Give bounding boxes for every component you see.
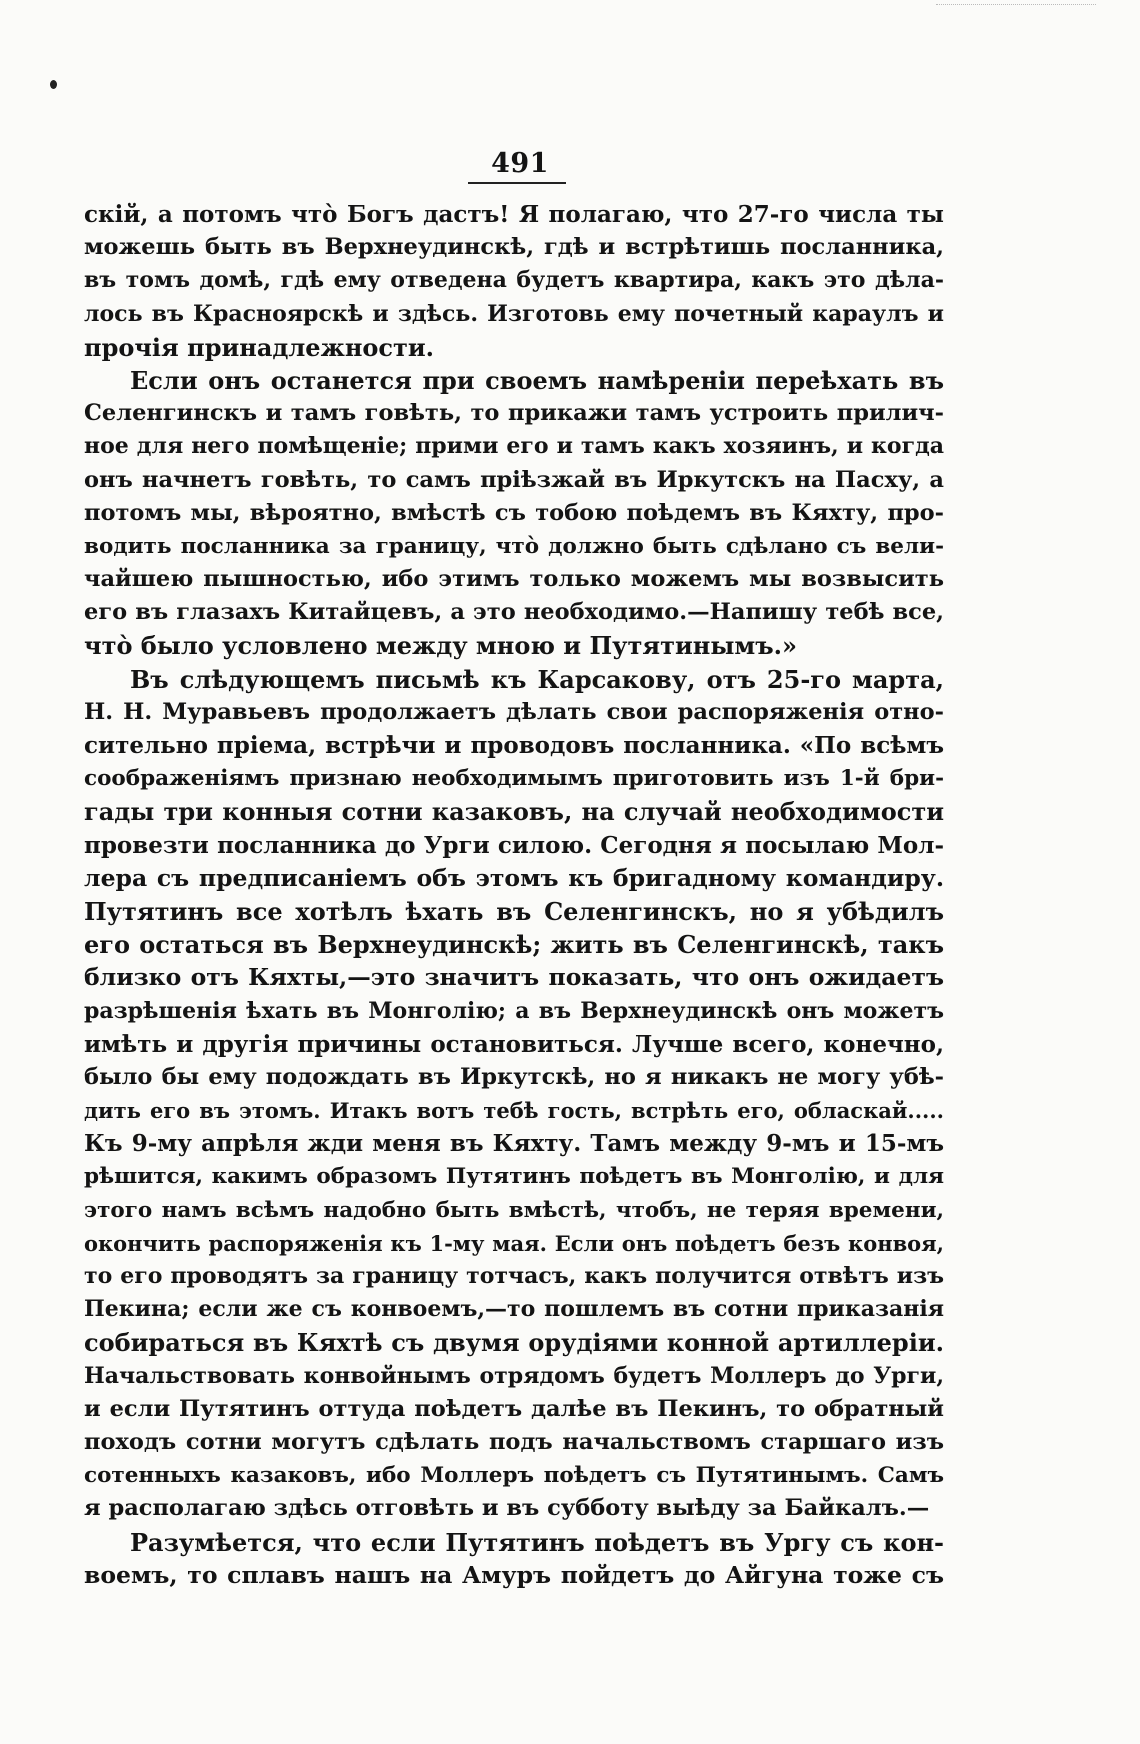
text-line: этого намъ всѣмъ надобно быть вмѣстѣ, чтобъ, не теряя времени, (84, 1197, 944, 1223)
text-line: было бы ему подождать въ Иркутскѣ, но я никакъ не могу убѣ- (84, 1063, 944, 1090)
text-line: сительно пріема, встрѣчи и проводовъ посланника. «По всѣмъ (84, 732, 944, 759)
text-line: что̀ было условлено между мною и Путятинымъ.» (84, 631, 798, 661)
text-line: Въ слѣдующемъ письмѣ къ Карсакову, отъ 25-го марта, (130, 664, 944, 694)
text-line: собираться въ Кяхтѣ съ двумя орудіями конной артиллеріи. (84, 1328, 944, 1358)
text-line: воемъ, то сплавъ нашъ на Амуръ пойдетъ до Айгуна тоже съ (84, 1560, 944, 1589)
text-line: чайшею пышностью, ибо этимъ только можемъ мы возвысить (84, 566, 944, 593)
text-line: въ томъ домѣ, гдѣ ему отведена будетъ квартира, какъ это дѣла- (84, 267, 944, 294)
text-line: его остаться въ Верхнеудинскѣ; жить въ Селенгинскѣ, такъ (84, 930, 944, 960)
text-line: Къ 9-му апрѣля жди меня въ Кяхту. Тамъ между 9-мъ и 15-мъ (84, 1130, 944, 1158)
text-line: потомъ мы, вѣроятно, вмѣстѣ съ тобою поѣдемъ въ Кяхту, про- (84, 499, 944, 526)
text-line: сотенныхъ казаковъ, ибо Моллеръ поѣдетъ съ Путятинымъ. Самъ (84, 1463, 944, 1489)
text-line: имѣть и другія причины остановиться. Лучше всего, конечно, (84, 1030, 944, 1058)
text-line: его въ глазахъ Китайцевъ, а это необходимо.—Напишу тебѣ все, (84, 599, 944, 626)
body-text (84, 198, 944, 1592)
text-line: Путятинъ все хотѣлъ ѣхать въ Селенгинскъ, но я убѣдилъ (84, 896, 944, 926)
text-line: дить его въ этомъ. Итакъ вотъ тебѣ гость, встрѣть его, обласкай..... (84, 1098, 944, 1124)
text-line: окончить распоряженія къ 1-му мая. Если онъ поѣдетъ безъ конвоя, (84, 1230, 944, 1256)
text-line: соображеніямъ признаю необходимымъ приготовить изъ 1-й бри- (84, 766, 944, 792)
scan-ink-spot (50, 80, 57, 89)
text-line: то его проводятъ за границу тотчасъ, какъ получится отвѣтъ изъ (84, 1263, 944, 1289)
text-line: онъ начнетъ говѣть, то самъ пріѣзжай въ Иркутскъ на Пасху, а (84, 466, 944, 493)
text-line: походъ сотни могутъ сдѣлать подъ начальствомъ старшаго изъ (84, 1428, 944, 1455)
text-line: можешь быть въ Верхнеудинскѣ, гдѣ и встрѣтишь посланника, (84, 234, 944, 261)
text-line: гады три конныя сотни казаковъ, на случай необходимости (84, 797, 944, 827)
text-line: Начальствовать конвойнымъ отрядомъ будетъ Моллеръ до Урги, (84, 1362, 944, 1389)
text-line: Пекина; если же съ конвоемъ,—то пошлемъ въ сотни приказанія (84, 1296, 944, 1323)
text-line: рѣшится, какимъ образомъ Путятинъ поѣдетъ въ Монголію, и для (84, 1164, 944, 1190)
text-line: Селенгинскъ и тамъ говѣть, то прикажи тамъ устроить прилич- (84, 400, 944, 427)
text-line: водить посланника за границу, что̀ должно быть сдѣлано съ вели- (84, 533, 944, 559)
text-line: Н. Н. Муравьевъ продолжаетъ дѣлать свои распоряженія отно- (84, 698, 944, 725)
text-line: лось въ Красноярскѣ и здѣсь. Изготовь ему почетный караулъ и (84, 300, 944, 327)
text-line: лера съ предписаніемъ объ этомъ къ бригадному командиру. (84, 863, 944, 892)
text-line: Если онъ останется при своемъ намѣреніи переѣхать въ (130, 365, 944, 395)
text-line: ное для него помѣщеніе; прими его и тамъ какъ хозяинъ, и когда (84, 433, 944, 460)
text-line: и если Путятинъ оттуда поѣдетъ далѣе въ Пекинъ, то обратный (84, 1395, 944, 1422)
text-line: провезти посланника до Урги силою. Сегодня я посылаю Мол- (84, 831, 944, 859)
text-line: прочія принадлежности. (84, 332, 435, 362)
scan-edge-marks (936, 4, 1096, 9)
text-line: Разумѣется, что если Путятинъ поѣдетъ въ Ургу съ кон- (130, 1527, 944, 1557)
text-line: я располагаю здѣсь отговѣть и въ субботу выѣду за Байкалъ.— (84, 1495, 930, 1522)
page-number-rule (468, 182, 566, 184)
text-line: близко отъ Кяхты,—это значитъ показать, что онъ ожидаетъ (84, 963, 944, 992)
text-line: разрѣшенія ѣхать въ Монголію; а въ Верхнеудинскѣ онъ можетъ (84, 997, 944, 1024)
text-line: скій, а потомъ что̀ Богъ дастъ! Я полагаю, что 27-го числа ты (84, 201, 944, 228)
page-number: 491 (491, 148, 549, 179)
